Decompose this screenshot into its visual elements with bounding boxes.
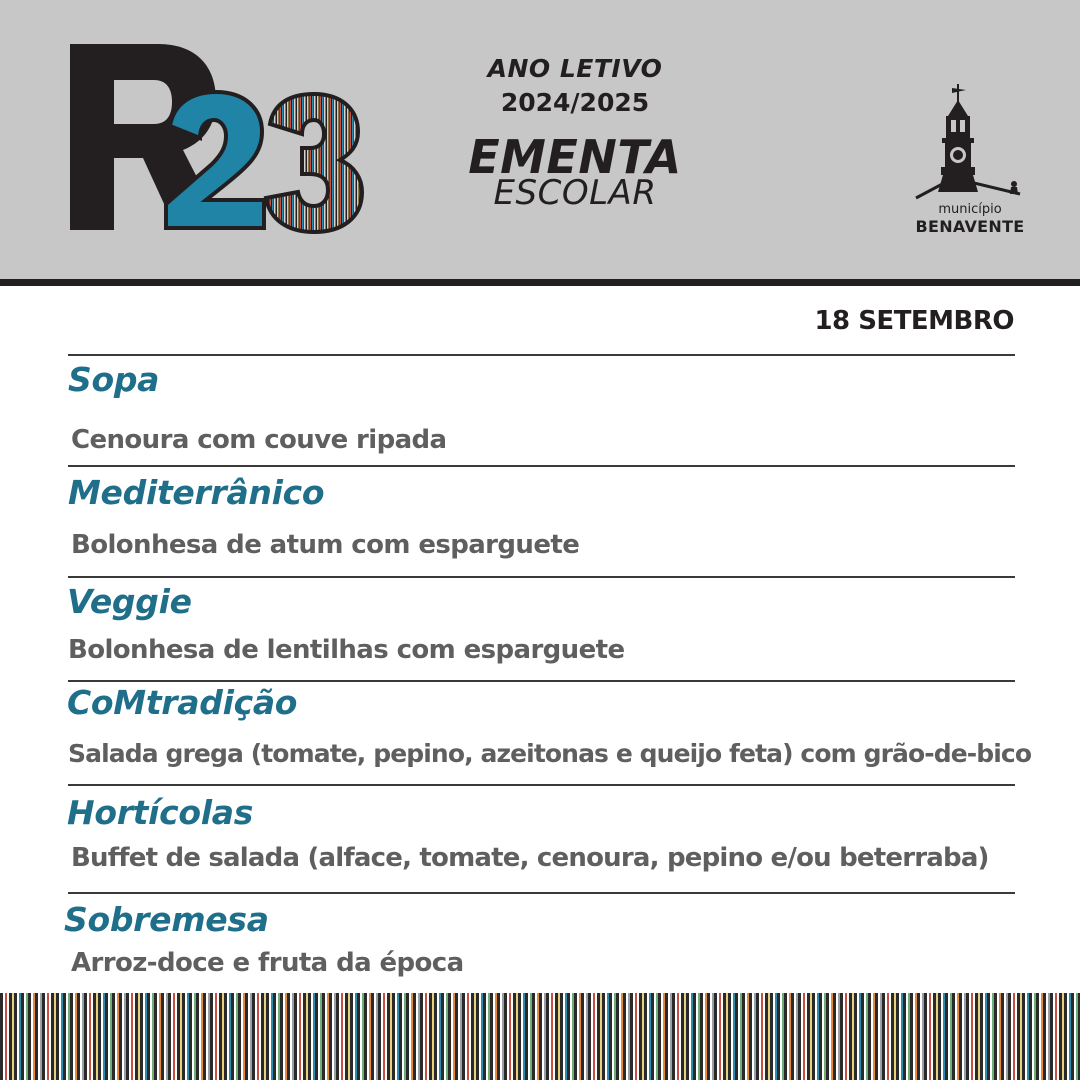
clock-tower-icon <box>908 82 1032 202</box>
school-year-label: ANO LETIVO <box>487 54 663 83</box>
decorative-stripe-band <box>0 993 1080 1080</box>
category-mediterranico: Mediterrânico <box>68 473 325 512</box>
ementa-title: EMENTA <box>468 130 682 184</box>
dish-mediterranico: Bolonhesa de atum com esparguete <box>71 530 580 560</box>
municipality-name: BENAVENTE <box>915 217 1025 236</box>
section-divider <box>68 576 1015 578</box>
category-veggie: Veggie <box>67 582 192 621</box>
r23-logo-graphic <box>66 40 366 245</box>
category-sopa: Sopa <box>68 360 160 399</box>
category-sobremesa: Sobremesa <box>64 900 269 939</box>
escolar-subtitle: ESCOLAR <box>493 173 657 213</box>
municipality-small-label: município <box>938 202 1002 217</box>
category-horticolas: Hortícolas <box>67 793 254 832</box>
dish-sobremesa: Arroz-doce e fruta da época <box>71 948 464 978</box>
dish-comtradicao: Salada grega (tomate, pepino, azeitonas e queijo feta) com grão-de-bico <box>68 739 1032 768</box>
section-divider <box>68 680 1015 682</box>
section-divider <box>68 465 1015 467</box>
title-block <box>440 52 710 213</box>
section-divider <box>68 784 1015 786</box>
dish-horticolas: Buffet de salada (alface, tomate, cenoura, pepino e/ou beterraba) <box>71 843 989 873</box>
benavente-municipality-logo <box>908 82 1032 242</box>
header-divider <box>0 279 1080 286</box>
menu-date: 18 SETEMBRO <box>814 306 1014 336</box>
category-comtradicao: CoMtradição <box>67 683 298 722</box>
dish-veggie: Bolonhesa de lentilhas com esparguete <box>68 635 625 665</box>
school-year-value: 2024/2025 <box>500 88 650 117</box>
header-banner <box>0 0 1080 279</box>
section-divider <box>68 892 1015 894</box>
section-divider <box>68 354 1015 356</box>
r23-logo <box>66 40 366 245</box>
dish-sopa: Cenoura com couve ripada <box>71 425 447 455</box>
